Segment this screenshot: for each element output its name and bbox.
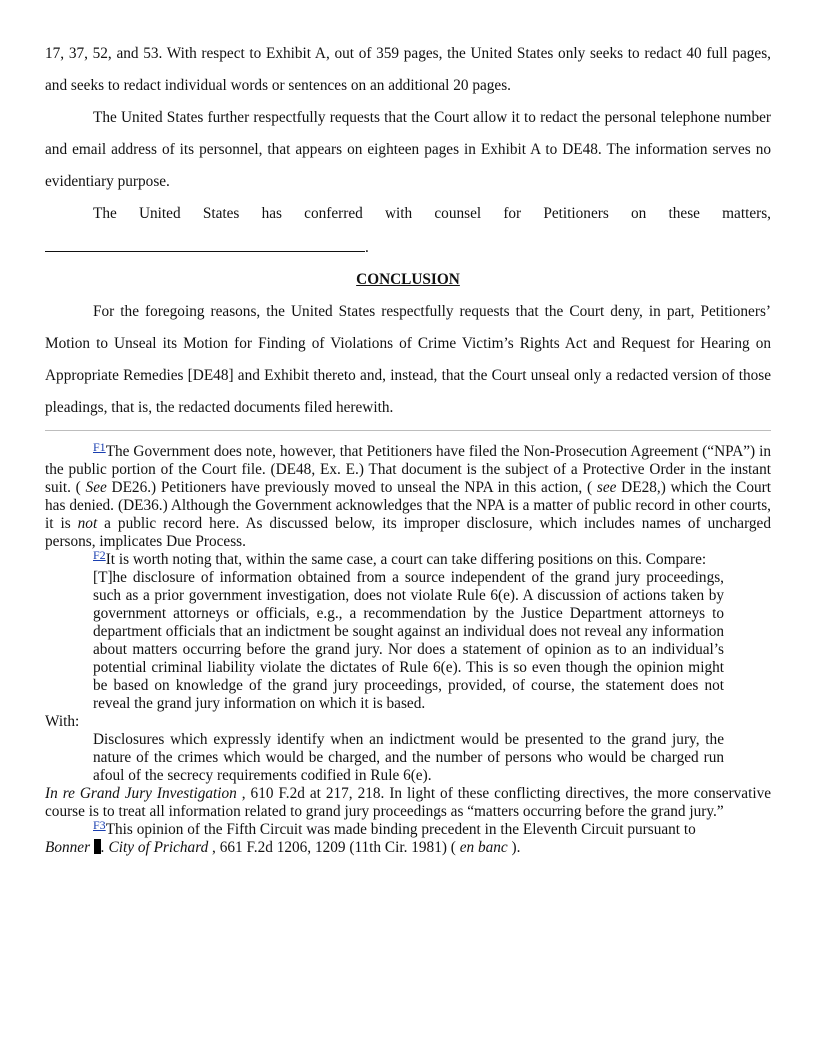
body-paragraph-1: 17, 37, 52, and 53. With respect to Exhibit A, out of 359 pages, the United States only seeks to redact 40 full pages, and seeks to redact individual words or sentences on an additional 20 pages. xyxy=(45,45,771,94)
document-page xyxy=(45,38,771,857)
footnote-2-with-label: With: xyxy=(45,713,80,730)
blank-line-row xyxy=(45,230,771,264)
footnote-2-block-quote-1: [T]he disclosure of information obtained from a source independent of the grand jury proceedings, such as a prior government investigation, does not violate Rule 6(e). A discussion of actions taken by government attorneys or officials, e.g., a recommendation by the Justice Department attorneys to department officials that an indictment be sought against an individual does not reveal any information about matters occurring before the grand jury. Nor does a statement of opinion as to an individual’s potential criminal liability violate the dictates of Rule 6(e). This is so even though the opinion might be based on knowledge of the grand jury proceedings, provided, of course, the statement does not reveal the grand jury information on which it is based. xyxy=(93,569,724,712)
footnote-3: $^{F3}$This opinion of the Fifth Circuit was made binding precedent in the Eleventh Circuit pursuant to xyxy=(93,818,696,838)
footnote-3-marker[interactable]: F3 xyxy=(93,818,106,832)
footnote-2-marker[interactable]: F2 xyxy=(93,548,106,562)
body-paragraph-3: The United States has conferred with counsel for Petitioners on these matters, xyxy=(93,205,771,222)
footnote-2-citation: In re Grand Jury Investigation , 610 F.2d at 217, 218. In light of these conflicting directives, the more conservative course is to treat all information related to grand jury proceedings as “matters occurring before the grand jury.” xyxy=(45,785,772,820)
footnote-1-marker[interactable]: F1 xyxy=(93,440,106,454)
footnote-separator xyxy=(45,430,771,431)
conclusion-heading: CONCLUSION xyxy=(356,271,460,288)
body-paragraph-2: The United States further respectfully requests that the Court allow it to redact the personal telephone number and email address of its personnel, that appears on eighteen pages in Exhibit A to DE48. The information serves no evidentiary purpose. xyxy=(45,109,771,190)
blank-line-period: . xyxy=(365,239,369,256)
footnote-2-block-quote-2: Disclosures which expressly identify when an indictment would be presented to the grand jury, the nature of the crimes which would be charged, and the number of persons who would be charged run afoul of the secrecy requirements codified in Rule 6(e). xyxy=(93,731,724,784)
footnote-2-intro: $^{F2}$It is worth noting that, within the same case, a court can take differing positions on this. Compare: xyxy=(93,548,707,568)
footnote-1: $^{F1}$The Government does note, however, that Petitioners have filed the Non-Prosecution Agreement (“NPA”) in the public portion of the Court file. (DE48, Ex. E.) That document is the subject of a Protective Order in the instant suit. ( See DE26.) Petitioners have previously moved to unseal the NPA in this action, ( see DE28,) which the Court has denied. (DE36.) Although the Government acknowledges that the NPA is a matter of public record in other courts, it is not a public record here. As discussed below, its improper disclosure, which includes names of uncharged persons, implicates Due Process. xyxy=(45,440,771,550)
redaction-mark xyxy=(94,839,101,854)
body-paragraph-conclusion: For the foregoing reasons, the United States respectfully requests that the Court deny, in part, Petitioners’ Motion to Unseal its Motion for Finding of Violations of Crime Victim’s Rights Act and Request for Hearing on Appropriate Remedies [DE48] and Exhibit thereto and, instead, that the Court unseal only a redacted version of those pleadings, that is, the redacted documents filed herewith. xyxy=(45,303,771,416)
footnote-3-citation: Bonner . City of Prichard , 661 F.2d 1206, 1209 (11th Cir. 1981) ( en banc ). xyxy=(45,839,521,856)
fill-in-blank-line xyxy=(45,230,365,252)
case-name: In re Grand Jury Investigation xyxy=(45,785,237,802)
